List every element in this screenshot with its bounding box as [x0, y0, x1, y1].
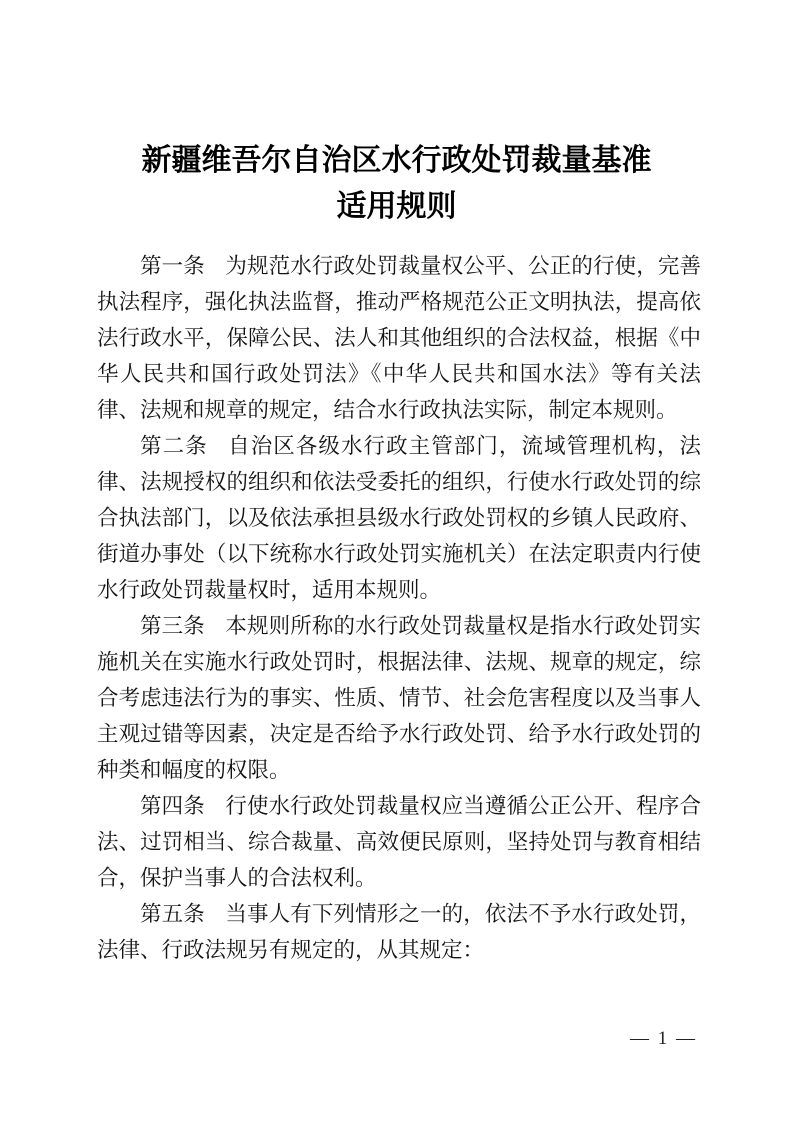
document-title-line1: 新疆维吾尔自治区水行政处罚裁量基准 — [141, 144, 652, 177]
article-paragraph-5 — [97, 896, 701, 968]
article-paragraph-1 — [97, 248, 701, 428]
article-text-2: 自治区各级水行政主管部门，流域管理机构，法律、法规授权的组织和依法受委托的组织，行使水行政处罚的综合执法部门，以及依法承担县级水行政处罚权的乡镇人民政府、街道办事处（以下统称水行政处罚实施机关）在法定职责内行使水行政处罚裁量权时，适用本规则。 — [97, 434, 701, 602]
article-paragraph-3 — [97, 608, 701, 788]
article-number-3: 第三条 — [140, 614, 205, 638]
article-text-1: 为规范水行政处罚裁量权公平、公正的行使，完善执法程序，强化执法监督，推动严格规范公正文明执法，提高依法行政水平，保障公民、法人和其他组织的合法权益，根据《中华人民共和国行政处罚法》《中华人民共和国水法》等有关法律、法规和规章的规定，结合水行政执法实际，制定本规则。 — [97, 254, 701, 422]
article-text-3: 本规则所称的水行政处罚裁量权是指水行政处罚实施机关在实施水行政处罚时，根据法律、法规、规章的规定，综合考虑违法行为的事实、性质、情节、社会危害程度以及当事人主观过错等因素，决定是否给予水行政处罚、给予水行政处罚的种类和幅度的权限。 — [97, 614, 701, 782]
article-paragraph-2 — [97, 428, 701, 608]
article-paragraph-4 — [97, 788, 701, 896]
article-number-1: 第一条 — [140, 254, 205, 278]
article-number-2: 第二条 — [140, 434, 208, 458]
article-text-5: 当事人有下列情形之一的，依法不予水行政处罚，法律、行政法规另有规定的，从其规定： — [97, 902, 701, 962]
document-title — [0, 0, 793, 230]
page-number: — 1 — — [630, 1028, 697, 1049]
article-number-4: 第四条 — [140, 794, 205, 818]
article-number-5: 第五条 — [140, 902, 205, 926]
document-title-line2: 适用规则 — [336, 190, 457, 223]
article-text-4: 行使水行政处罚裁量权应当遵循公正公开、程序合法、过罚相当、综合裁量、高效便民原则，坚持处罚与教育相结合，保护当事人的合法权利。 — [97, 794, 701, 890]
document-body — [97, 248, 701, 968]
